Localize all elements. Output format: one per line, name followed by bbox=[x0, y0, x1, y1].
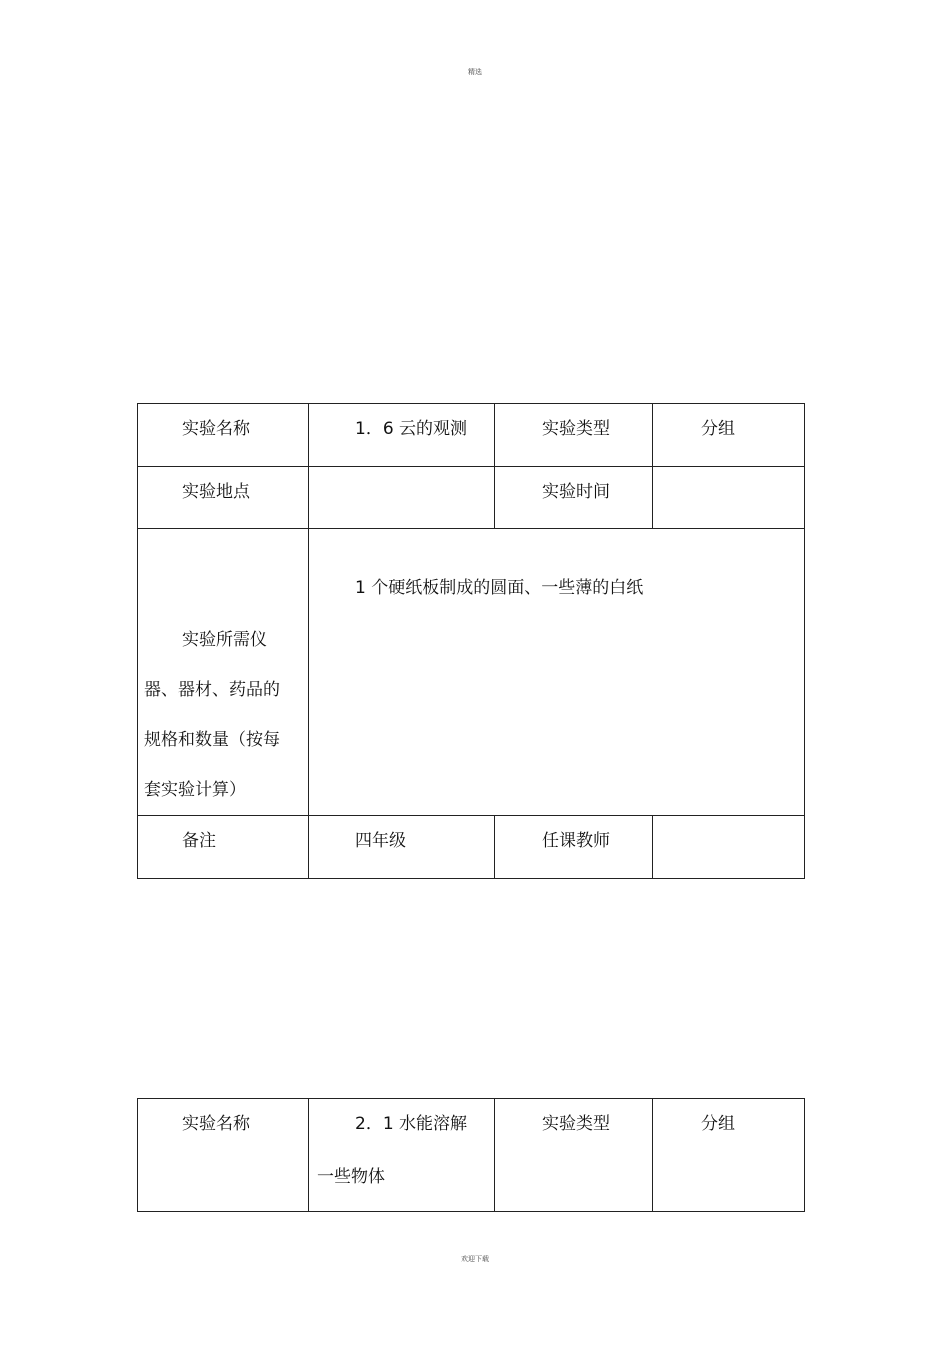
type-value-cell bbox=[653, 404, 805, 467]
materials-label-line: 器、器材、药品的 bbox=[144, 680, 280, 700]
experiment-type-label: 实验类型 bbox=[542, 419, 610, 439]
experiment-type-label: 实验类型 bbox=[542, 1114, 610, 1134]
note-label: 备注 bbox=[182, 831, 216, 851]
time-value-cell bbox=[653, 467, 805, 529]
time-label-cell bbox=[495, 467, 653, 529]
teacher-label-cell bbox=[495, 816, 653, 879]
experiment-table-2 bbox=[137, 1098, 805, 1212]
teacher-label: 任课教师 bbox=[542, 831, 610, 851]
experiment-place-label: 实验地点 bbox=[182, 482, 250, 502]
page-header: 精选 bbox=[468, 68, 482, 76]
note-label-cell bbox=[138, 816, 309, 879]
teacher-value bbox=[653, 816, 804, 830]
table-row bbox=[138, 816, 805, 879]
place-value-cell bbox=[309, 467, 495, 529]
table-row bbox=[138, 1099, 805, 1212]
experiment-name-label: 实验名称 bbox=[182, 1114, 250, 1134]
experiment-place-value bbox=[309, 467, 494, 481]
name-label-cell bbox=[138, 1099, 309, 1212]
experiment-name-value: 1．6 云的观测 bbox=[355, 419, 468, 439]
materials-content: 1 个硬纸板制成的圆面、一些薄的白纸 bbox=[355, 578, 644, 598]
place-label-cell bbox=[138, 467, 309, 529]
note-value: 四年级 bbox=[355, 831, 406, 851]
experiment-name-line: 一些物体 bbox=[317, 1167, 385, 1187]
note-value-cell bbox=[309, 816, 495, 879]
experiment-type-value: 分组 bbox=[701, 1114, 735, 1134]
type-value-cell bbox=[653, 1099, 805, 1212]
materials-label-line: 规格和数量（按每 bbox=[144, 730, 280, 750]
experiment-table-1 bbox=[137, 403, 805, 879]
experiment-time-value bbox=[653, 467, 804, 481]
name-value-cell bbox=[309, 404, 495, 467]
materials-content-cell bbox=[309, 529, 805, 816]
experiment-name-line: 2．1 水能溶解 bbox=[355, 1114, 468, 1134]
experiment-time-label: 实验时间 bbox=[542, 482, 610, 502]
teacher-value-cell bbox=[653, 816, 805, 879]
table-row bbox=[138, 529, 805, 816]
type-label-cell bbox=[495, 1099, 653, 1212]
experiment-type-value: 分组 bbox=[701, 419, 735, 439]
materials-label bbox=[138, 529, 308, 815]
type-label-cell bbox=[495, 404, 653, 467]
experiment-name-value bbox=[309, 1099, 494, 1202]
materials-label-line: 套实验计算） bbox=[144, 780, 246, 800]
table-row bbox=[138, 404, 805, 467]
experiment-name-label: 实验名称 bbox=[182, 419, 250, 439]
table-row bbox=[138, 467, 805, 529]
name-value-cell bbox=[309, 1099, 495, 1212]
materials-label-cell bbox=[138, 529, 309, 816]
materials-label-line: 实验所需仪 bbox=[182, 630, 267, 650]
page-footer: 欢迎下载 bbox=[461, 1255, 489, 1263]
name-label-cell bbox=[138, 404, 309, 467]
